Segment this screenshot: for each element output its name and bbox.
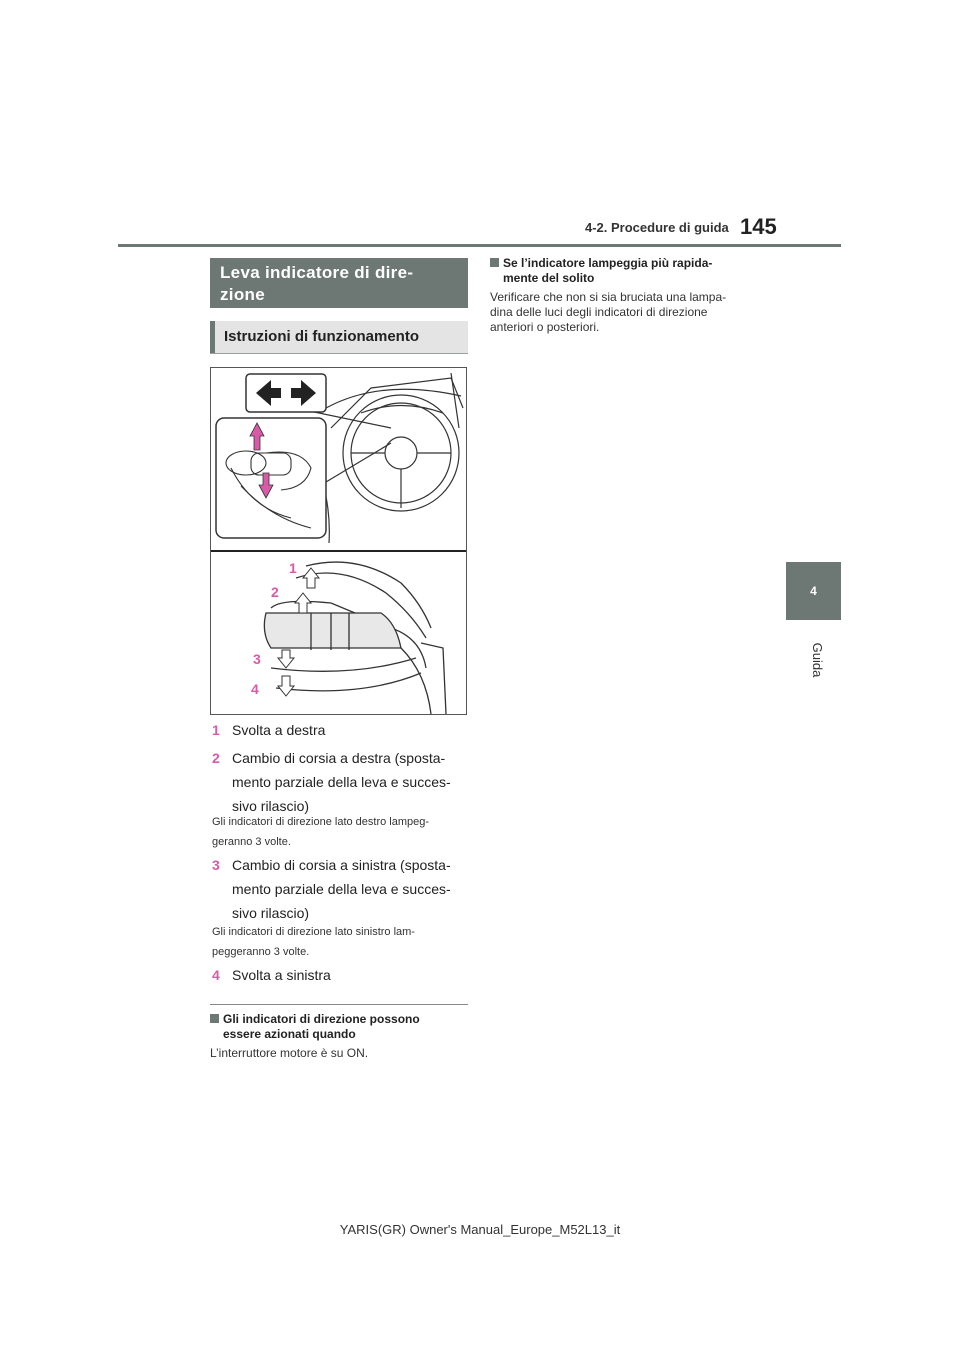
chapter-tab[interactable]: 4 — [786, 562, 841, 620]
list-item-2 — [212, 746, 451, 814]
sub-heading-text: Istruzioni di funzionamento — [224, 328, 419, 345]
footer-text: YARIS(GR) Owner's Manual_Europe_M52L13_it — [339, 1222, 621, 1237]
section-divider — [210, 1004, 468, 1005]
list-item-3 — [212, 853, 451, 921]
section-banner — [210, 258, 468, 308]
square-bullet-icon — [210, 1014, 219, 1023]
stalk-drawing — [264, 562, 446, 714]
chapter-label: Guida — [810, 642, 825, 678]
item-line: sivo rilascio) — [232, 905, 310, 921]
hand-inset — [216, 418, 326, 538]
square-bullet-icon — [490, 258, 499, 267]
callout-2: 2 — [271, 584, 279, 600]
note-line: peggeranno 3 volte. — [212, 946, 310, 958]
section-banner-line-2: zione — [220, 285, 265, 304]
block-heading-line: essere azionati quando — [223, 1027, 356, 1041]
item-line: Svolta a sinistra — [232, 967, 331, 983]
left-info-block — [210, 1012, 468, 1061]
block-heading-line: Gli indicatori di direzione possono — [223, 1012, 420, 1026]
note-line: Gli indicatori di direzione lato destro lampeg- — [212, 816, 430, 828]
item-number: 3 — [212, 857, 220, 873]
block-text-line: Verificare che non si sia bruciata una lampa- — [490, 290, 727, 304]
item-line: Cambio di corsia a destra (sposta- — [232, 750, 446, 766]
turn-signal-illustration — [210, 367, 467, 715]
block-heading-line: mente del solito — [503, 271, 595, 285]
block-text: L’interruttore motore è su ON. — [210, 1046, 369, 1060]
item-line: Svolta a destra — [232, 722, 326, 738]
header-rule — [118, 244, 841, 247]
sub-heading — [210, 321, 468, 354]
note-item-2 — [212, 812, 468, 852]
double-arrow-icon — [246, 374, 326, 412]
illustration-svg — [211, 368, 466, 714]
page-number: 145 — [740, 214, 777, 239]
note-item-3 — [212, 922, 468, 962]
item-line: sivo rilascio) — [232, 798, 310, 814]
right-info-block — [490, 256, 760, 335]
note-line: geranno 3 volte. — [212, 836, 291, 848]
list-item-1 — [212, 718, 326, 742]
item-line: Cambio di corsia a sinistra (sposta- — [232, 857, 451, 873]
item-line: mento parziale della leva e succes- — [232, 774, 451, 790]
section-banner-line-1: Leva indicatore di dire- — [220, 263, 414, 282]
sub-heading-bar — [210, 321, 215, 353]
item-number: 2 — [212, 750, 220, 766]
callout-4: 4 — [251, 681, 259, 697]
item-number: 1 — [212, 722, 220, 738]
callout-1: 1 — [289, 560, 297, 576]
note-line: Gli indicatori di direzione lato sinistro lam- — [212, 926, 415, 938]
block-text-line: anteriori o posteriori. — [490, 320, 600, 334]
header-section-title: 4-2. Procedure di guida — [585, 220, 729, 235]
item-line: mento parziale della leva e succes- — [232, 881, 451, 897]
list-item-4 — [212, 963, 331, 987]
block-text-line: dina delle luci degli indicatori di direzione — [490, 305, 708, 319]
callout-3: 3 — [253, 651, 261, 667]
block-heading-line: Se l’indicatore lampeggia più rapida- — [503, 256, 713, 270]
item-number: 4 — [212, 967, 220, 983]
